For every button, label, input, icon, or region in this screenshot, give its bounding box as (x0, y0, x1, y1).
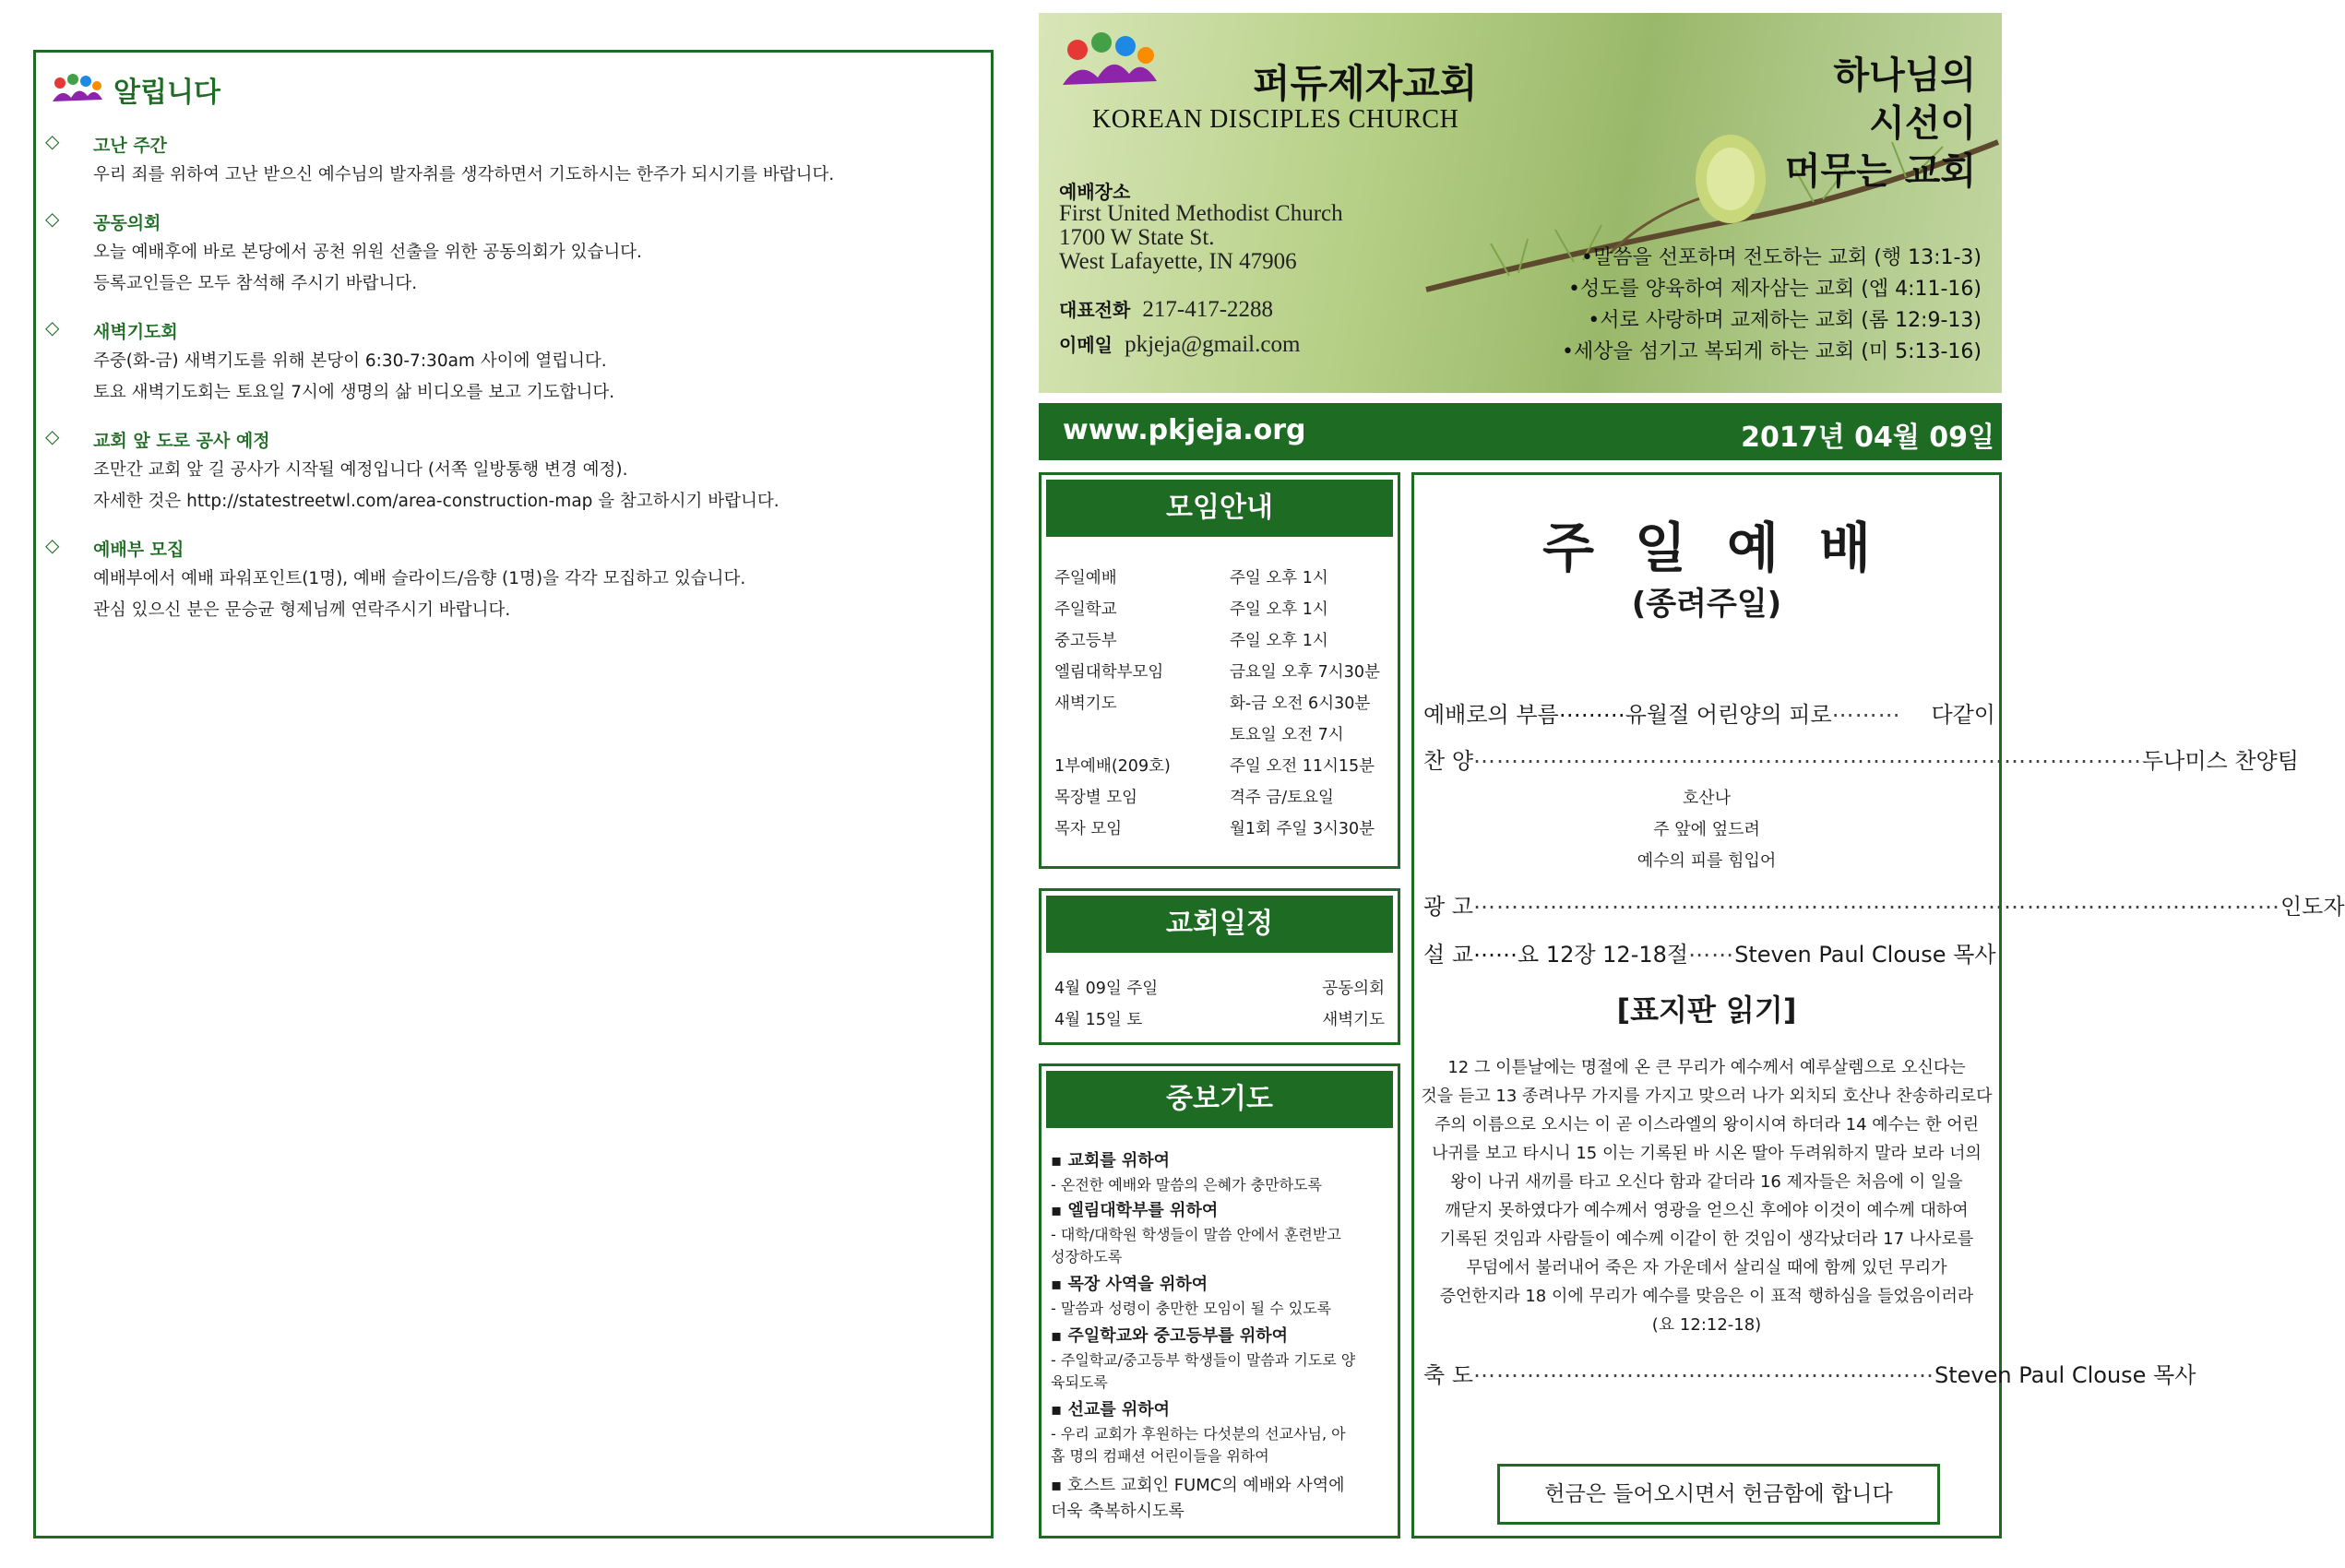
announcement-line: 자세한 것은 http://statestreetwl.com/area-construction-map 을 참고하시기 바랍니다. (93, 492, 780, 511)
announcement-line: 관심 있으신 분은 문승균 형제님께 연락주시기 바랍니다. (93, 600, 511, 620)
scripture-line: 증언한지라 18 이에 무리가 예수를 맞음은 이 표적 행하심을 들었음이러라 (1439, 1287, 1974, 1306)
meeting-name: 목장별 모임 (1054, 789, 1138, 807)
email-label: 이메일 (1059, 334, 1113, 356)
meeting-time: 금요일 오후 7시30분 (1230, 663, 1380, 682)
slogan-line: 시선이 (1869, 102, 1976, 145)
announcement-line: 우리 죄를 위하여 고난 받으신 예수님의 발자취를 생각하면서 기도하시는 한주가 되시기를 바랍니다. (93, 165, 835, 184)
meeting-name: 1부예배(209호) (1054, 757, 1171, 776)
song-title: 주 앞에 엎드려 (1653, 820, 1760, 839)
venue-label: 예배장소 (1059, 181, 1131, 203)
announcement-title: 공동의회 (93, 213, 161, 233)
announcement-line: 등록교인들은 모두 참석해 주시기 바랍니다. (93, 274, 418, 293)
schedule-date: 4월 15일 토 (1054, 1011, 1143, 1029)
header-banner (1039, 13, 2002, 393)
announcements-title: 알립니다 (113, 77, 220, 109)
announcement-title: 고난 주간 (93, 136, 168, 156)
scripture-line: 기록된 것임과 사람들이 예수께 이같이 한 것임이 생각났더라 17 나사로를 (1439, 1229, 1974, 1249)
order-item (1423, 742, 2299, 775)
announcement-title: 예배부 모집 (93, 540, 185, 560)
song-title: 호산나 (1682, 789, 1732, 808)
phone-row (1059, 295, 1273, 323)
order-dots: …… (1688, 936, 1735, 962)
order-item (1423, 888, 2345, 921)
order-item-leader: 두나미스 찬양팀 (2142, 748, 2299, 774)
meeting-name: 주일학교 (1054, 600, 1117, 619)
prayer-line: 홉 명의 컴패션 어린이들을 위하여 (1051, 1447, 1269, 1465)
offering-notice: 헌금은 들어오시면서 헌금함에 합니다 (1497, 1464, 1940, 1525)
order-item-leader: 다같이 (1931, 702, 1995, 728)
meeting-time: 토요일 오전 7시 (1230, 726, 1344, 744)
meeting-time: 주일 오후 1시 (1230, 569, 1328, 588)
order-dots: ……… (1558, 696, 1625, 722)
slogan-line: 하나님의 (1833, 54, 1976, 97)
scripture-line: 무덤에서 불러내어 죽은 자 가운데서 살리실 때에 함께 있던 무리가 (1466, 1258, 1947, 1277)
meeting-name: 중고등부 (1054, 632, 1117, 650)
schedule-date: 4월 09일 주일 (1054, 980, 1159, 998)
worship-subtitle: (종려주일) (1631, 586, 1782, 623)
reading-title: [표지판 읽기] (1616, 992, 1797, 1028)
mission-line: •성도를 양육하여 제자삼는 교회 (엡 4:11-16) (1568, 278, 1982, 301)
order-dots: …………………………………………………… (1473, 1357, 1934, 1383)
prayer-line: ▪ 호스트 교회인 FUMC의 예배와 사역에 (1051, 1476, 1345, 1495)
venue-line: 1700 W State St. (1059, 225, 1215, 250)
meeting-time: 격주 금/토요일 (1230, 789, 1334, 807)
email-row (1059, 330, 1300, 358)
scripture-line: 것을 듣고 13 종려나무 가지를 가지고 맞으러 나가 외치되 호산나 찬송하리로다 (1421, 1087, 1993, 1106)
worship-title: 주일예배 (1542, 517, 1912, 579)
schedule-event: 공동의회 (1322, 980, 1385, 998)
prayer-line: - 대학/대학원 학생들이 말씀 안에서 훈련받고 (1051, 1226, 1341, 1243)
diamond-bullet-icon: ◇ (45, 130, 60, 152)
order-item-label: 찬 양 (1423, 748, 1473, 774)
order-item (1423, 696, 1995, 729)
announcement-title: 새벽기도회 (93, 322, 178, 342)
order-item-label: 축 도 (1423, 1362, 1473, 1388)
scripture-line: 12 그 이튿날에는 명절에 온 큰 무리가 예수께서 예루살렘으로 오신다는 (1447, 1058, 1966, 1077)
diamond-bullet-icon: ◇ (45, 425, 60, 447)
order-dots: …… (1473, 936, 1518, 962)
prayer-heading: ▪ 교회를 위하여 (1051, 1151, 1171, 1170)
order-dots: …………………………………………………………………………… (1473, 742, 2142, 768)
phone-number[interactable]: 217-417-2288 (1142, 297, 1274, 322)
prayer-heading: ▪ 목장 사역을 위하여 (1051, 1275, 1208, 1294)
order-item (1423, 1357, 2196, 1389)
mission-line: •세상을 섬기고 복되게 하는 교회 (미 5:13-16) (1562, 340, 1982, 363)
slogan (1785, 52, 1976, 196)
prayer-line: - 주일학교/중고등부 학생들이 말씀과 기도로 양 (1051, 1351, 1356, 1369)
meeting-name: 주일예배 (1054, 569, 1117, 588)
meeting-time: 주일 오후 1시 (1230, 632, 1328, 650)
order-item-label: 예배로의 부름 (1423, 702, 1559, 728)
bulletin-date: 2017년 04월 09일 (1741, 422, 1994, 454)
worship-order-box (1411, 472, 2345, 1538)
meeting-name: 엘림대학부모임 (1054, 663, 1164, 682)
mission-line: •서로 사랑하며 교제하는 교회 (롬 12:9-13) (1588, 309, 1982, 332)
church-name-english: KOREAN DISCIPLES CHURCH (1092, 105, 1459, 134)
mission-line: •말씀을 선포하며 전도하는 교회 (행 13:1-3) (1581, 246, 1982, 269)
meeting-name: 목자 모임 (1054, 820, 1123, 838)
meeting-time: 화-금 오전 6시30분 (1230, 695, 1371, 713)
order-item-leader: Steven Paul Clouse 목사 (1734, 942, 1996, 968)
order-item-detail: 요 12장 12-18절 (1518, 942, 1689, 968)
prayer-heading: ▪ 선교를 위하여 (1051, 1400, 1171, 1420)
venue-line: First United Methodist Church (1059, 201, 1343, 226)
prayer-box (1039, 1063, 1400, 1538)
email-address[interactable]: pkjeja@gmail.com (1125, 332, 1301, 357)
announcements-header (51, 69, 220, 110)
schedule-event: 새벽기도 (1322, 1011, 1385, 1029)
church-name-korean: 퍼듀제자교회 (1253, 61, 1478, 106)
venue-line: West Lafayette, IN 47906 (1059, 249, 1297, 274)
prayer-line: - 온전한 예배와 말씀의 은혜가 충만하도록 (1051, 1176, 1322, 1194)
scripture-line: 주의 이름으로 오시는 이 곧 이스라엘의 왕이시여 하더라 14 예수는 한 어린 (1434, 1115, 1980, 1134)
order-dots: …………………………………………………………………………………………… (1473, 888, 2280, 914)
announcements-panel (33, 50, 994, 1538)
announcement-line: 오늘 예배후에 바로 본당에서 공천 위원 선출을 위한 공동의회가 있습니다. (93, 243, 642, 262)
church-logo-icon (1059, 33, 1161, 89)
phone-label: 대표전화 (1059, 299, 1131, 321)
order-item-leader: Steven Paul Clouse 목사 (1934, 1362, 2196, 1388)
announcement-line: 주중(화-금) 새벽기도를 위해 본당이 6:30-7:30am 사이에 열립니다. (93, 351, 607, 371)
meeting-time: 월1회 주일 3시30분 (1230, 820, 1375, 838)
meeting-time: 주일 오후 1시 (1230, 600, 1328, 619)
diamond-bullet-icon: ◇ (45, 316, 60, 339)
church-logo-icon (51, 74, 104, 105)
prayer-heading: ▪ 엘림대학부를 위하여 (1051, 1201, 1219, 1220)
meetings-title: 모임안내 (1046, 480, 1393, 537)
order-item-detail: 유월절 어린양의 피로 (1625, 702, 1832, 728)
prayer-line: 육되도록 (1051, 1373, 1108, 1391)
diamond-bullet-icon: ◇ (45, 534, 60, 556)
meeting-name: 새벽기도 (1054, 695, 1117, 713)
meeting-time: 주일 오전 11시15분 (1230, 757, 1375, 776)
website-date-bar (1039, 403, 2002, 460)
scripture-reference: (요 12:12-18) (1651, 1315, 1762, 1335)
prayer-line: 성장하도록 (1051, 1248, 1123, 1265)
prayer-title: 중보기도 (1046, 1071, 1393, 1128)
slogan-line: 머무는 교회 (1784, 150, 1976, 193)
prayer-line: - 말씀과 성령이 충만한 모임이 될 수 있도록 (1051, 1300, 1332, 1317)
announcement-line: 토요 새벽기도회는 토요일 7시에 생명의 삶 비디오를 보고 기도합니다. (93, 383, 615, 402)
meetings-box (1039, 472, 1400, 869)
order-item-leader: 인도자 (2280, 894, 2345, 920)
order-item (1423, 936, 1995, 968)
song-title: 예수의 피를 힘입어 (1637, 851, 1777, 871)
scripture-line: 나귀를 보고 타시니 15 이는 기록된 바 시온 딸아 두려워하지 말라 보라 너의 (1432, 1144, 1982, 1163)
schedule-box (1039, 888, 1400, 1045)
announcement-line: 조만간 교회 앞 길 공사가 시작될 예정입니다 (서쪽 일방통행 변경 예정). (93, 460, 628, 480)
order-item-label: 설 교 (1423, 942, 1473, 968)
schedule-title: 교회일정 (1046, 896, 1393, 953)
scripture-line: 왕이 나귀 새끼를 타고 오신다 함과 같더라 16 제자들은 처음에 이 일을 (1450, 1172, 1963, 1192)
prayer-heading: ▪ 주일학교와 중고등부를 위하여 (1051, 1326, 1289, 1346)
prayer-line: - 우리 교회가 후원하는 다섯분의 선교사님, 아 (1051, 1425, 1346, 1443)
diamond-bullet-icon: ◇ (45, 208, 60, 230)
announcement-title: 교회 앞 도로 공사 예정 (93, 431, 270, 451)
website-link[interactable]: www.pkjeja.org (1063, 414, 1306, 446)
order-dots: ……… (1831, 696, 1901, 722)
announcement-line: 예배부에서 예배 파워포인트(1명), 예배 슬라이드/음향 (1명)을 각각 모집하고 있습니다. (93, 569, 746, 588)
prayer-line: 더욱 축복하시도록 (1051, 1502, 1184, 1521)
order-item-label: 광 고 (1423, 894, 1473, 920)
scripture-line: 깨닫지 못하였다가 예수께서 영광을 얻으신 후에야 이것이 예수께 대하여 (1445, 1201, 1969, 1220)
